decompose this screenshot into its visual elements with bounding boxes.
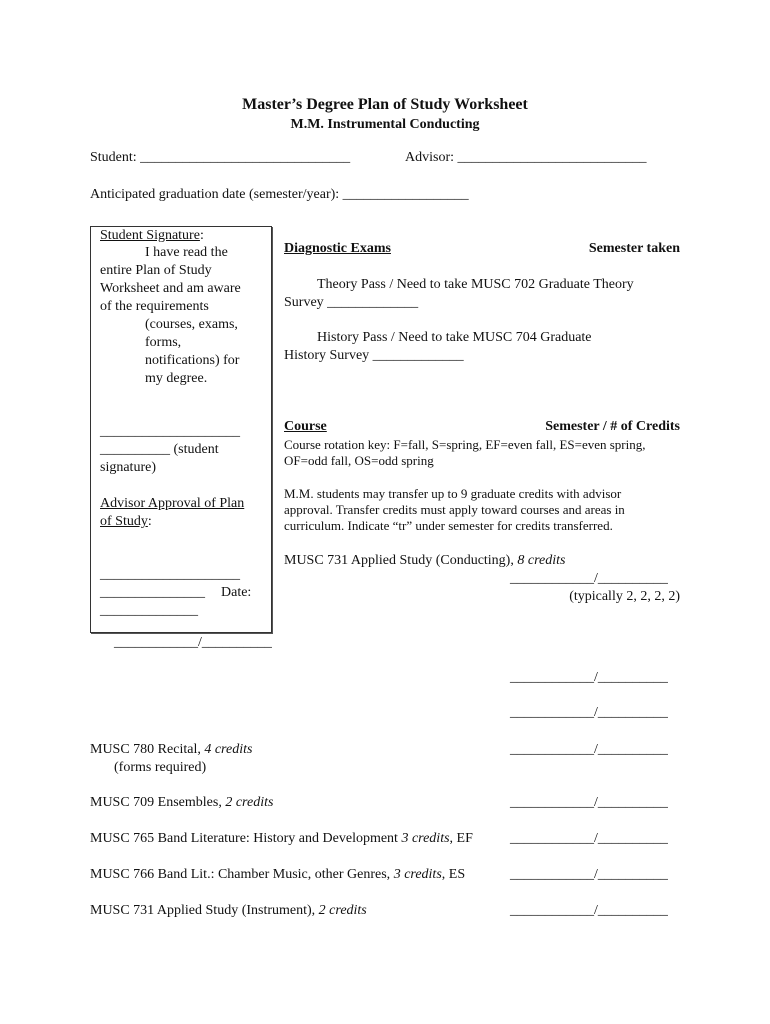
course-rotation: , ES (441, 867, 466, 882)
advisor-approval-heading-text: of Study (100, 514, 148, 529)
signature-text-line: I have read the (145, 245, 228, 260)
theory-survey-line: Theory Pass / Need to take MUSC 702 Graduate Theory (317, 277, 634, 292)
heading-colon: : (147, 514, 152, 529)
course-header (284, 419, 680, 435)
applied-study-conducting (284, 553, 565, 569)
typically-note: (typically 2, 2, 2, 2) (569, 589, 680, 604)
course-credits: 2 credits (318, 903, 367, 918)
diagnostic-exams-heading: Diagnostic Exams (284, 241, 391, 256)
history-survey-blank[interactable]: History Survey _____________ (284, 348, 464, 363)
course-credits: 3 credits (401, 831, 450, 846)
course-name: MUSC 780 Recital, (90, 742, 205, 757)
signature-text-line: notifications) for (145, 353, 240, 368)
semester-credit-blank[interactable]: ____________/__________ (510, 705, 668, 720)
semester-credits-heading: Semester / # of Credits (545, 419, 680, 434)
advisor-signature-line[interactable]: ____________________ (100, 567, 240, 582)
course-row (90, 742, 252, 758)
student-field[interactable]: Student: ______________________________ (90, 150, 351, 165)
semester-taken-heading: Semester taken (588, 241, 680, 256)
course-credits: 4 credits (204, 742, 253, 757)
page-subtitle: M.M. Instrumental Conducting (290, 117, 480, 132)
signature-text-line: my degree. (145, 371, 208, 386)
student-signature-heading-text: Student Signature (100, 228, 200, 243)
signature-text-line: forms, (145, 335, 182, 350)
advisor-date-line[interactable]: ______________ (100, 603, 198, 618)
theory-survey-blank[interactable]: Survey _____________ (284, 295, 419, 310)
signature-text-line: entire Plan of Study (100, 263, 212, 278)
course-rotation: , EF (449, 831, 473, 846)
student-signature-line[interactable]: __________ (student (100, 442, 219, 457)
signature-text-line: Worksheet and am aware (100, 281, 241, 296)
course-credits: 2 credits (225, 795, 274, 810)
course-name: MUSC 731 Applied Study (Instrument), (90, 903, 319, 918)
transfer-note-line: approval. Transfer credits must apply toward courses and areas in (284, 502, 625, 517)
semester-credit-blank[interactable]: ____________/__________ (510, 571, 668, 586)
heading-colon: : (199, 228, 204, 243)
student-signature-line[interactable]: ____________________ (100, 424, 240, 439)
transfer-note-line: M.M. students may transfer up to 9 graduate credits with advisor (284, 486, 622, 501)
advisor-approval-heading: Advisor Approval of Plan (100, 496, 245, 511)
semester-credit-blank[interactable]: ____________/__________ (510, 670, 668, 685)
student-signature-heading (100, 228, 204, 244)
signature-text-line: of the requirements (100, 299, 209, 314)
course-row (90, 903, 367, 919)
student-signature-label: signature) (100, 460, 156, 475)
course-credits: 3 credits (393, 867, 442, 882)
diagnostic-exams-header (284, 241, 680, 257)
course-credits: 8 credits (517, 553, 566, 568)
page-title: Master’s Degree Plan of Study Worksheet (242, 96, 528, 113)
course-name: MUSC 709 Ensembles, (90, 795, 226, 810)
graduation-date-field[interactable]: Anticipated graduation date (semester/year): __________________ (90, 187, 469, 202)
rotation-key-line: Course rotation key: F=fall, S=spring, EF=even fall, ES=even spring, (284, 437, 646, 452)
course-row (90, 867, 465, 883)
course-name: MUSC 765 Band Literature: History and Development (90, 831, 402, 846)
advisor-field[interactable]: Advisor: ___________________________ (405, 150, 647, 165)
semester-credit-blank[interactable]: ____________/__________ (510, 903, 668, 918)
course-name: MUSC 731 Applied Study (Conducting), (284, 553, 518, 568)
course-note: (forms required) (114, 760, 207, 775)
course-row (90, 795, 273, 811)
semester-credit-blank[interactable]: ____________/__________ (114, 635, 272, 650)
course-heading: Course (284, 419, 327, 434)
semester-credit-blank[interactable]: ____________/__________ (510, 742, 668, 757)
semester-credit-blank[interactable]: ____________/__________ (510, 867, 668, 882)
rotation-key-line: OF=odd fall, OS=odd spring (284, 453, 434, 468)
advisor-approval-heading-2 (100, 514, 152, 530)
semester-credit-blank[interactable]: ____________/__________ (510, 795, 668, 810)
transfer-note-line: curriculum. Indicate “tr” under semester for credits transferred. (284, 518, 613, 533)
course-row (90, 831, 473, 847)
advisor-signature-line[interactable]: _______________ (100, 585, 205, 600)
history-survey-line: History Pass / Need to take MUSC 704 Graduate (317, 330, 592, 345)
signature-text-line: (courses, exams, (145, 317, 238, 332)
course-name: MUSC 766 Band Lit.: Chamber Music, other Genres, (90, 867, 394, 882)
semester-credit-blank[interactable]: ____________/__________ (510, 831, 668, 846)
advisor-date-label: Date: (221, 585, 252, 600)
